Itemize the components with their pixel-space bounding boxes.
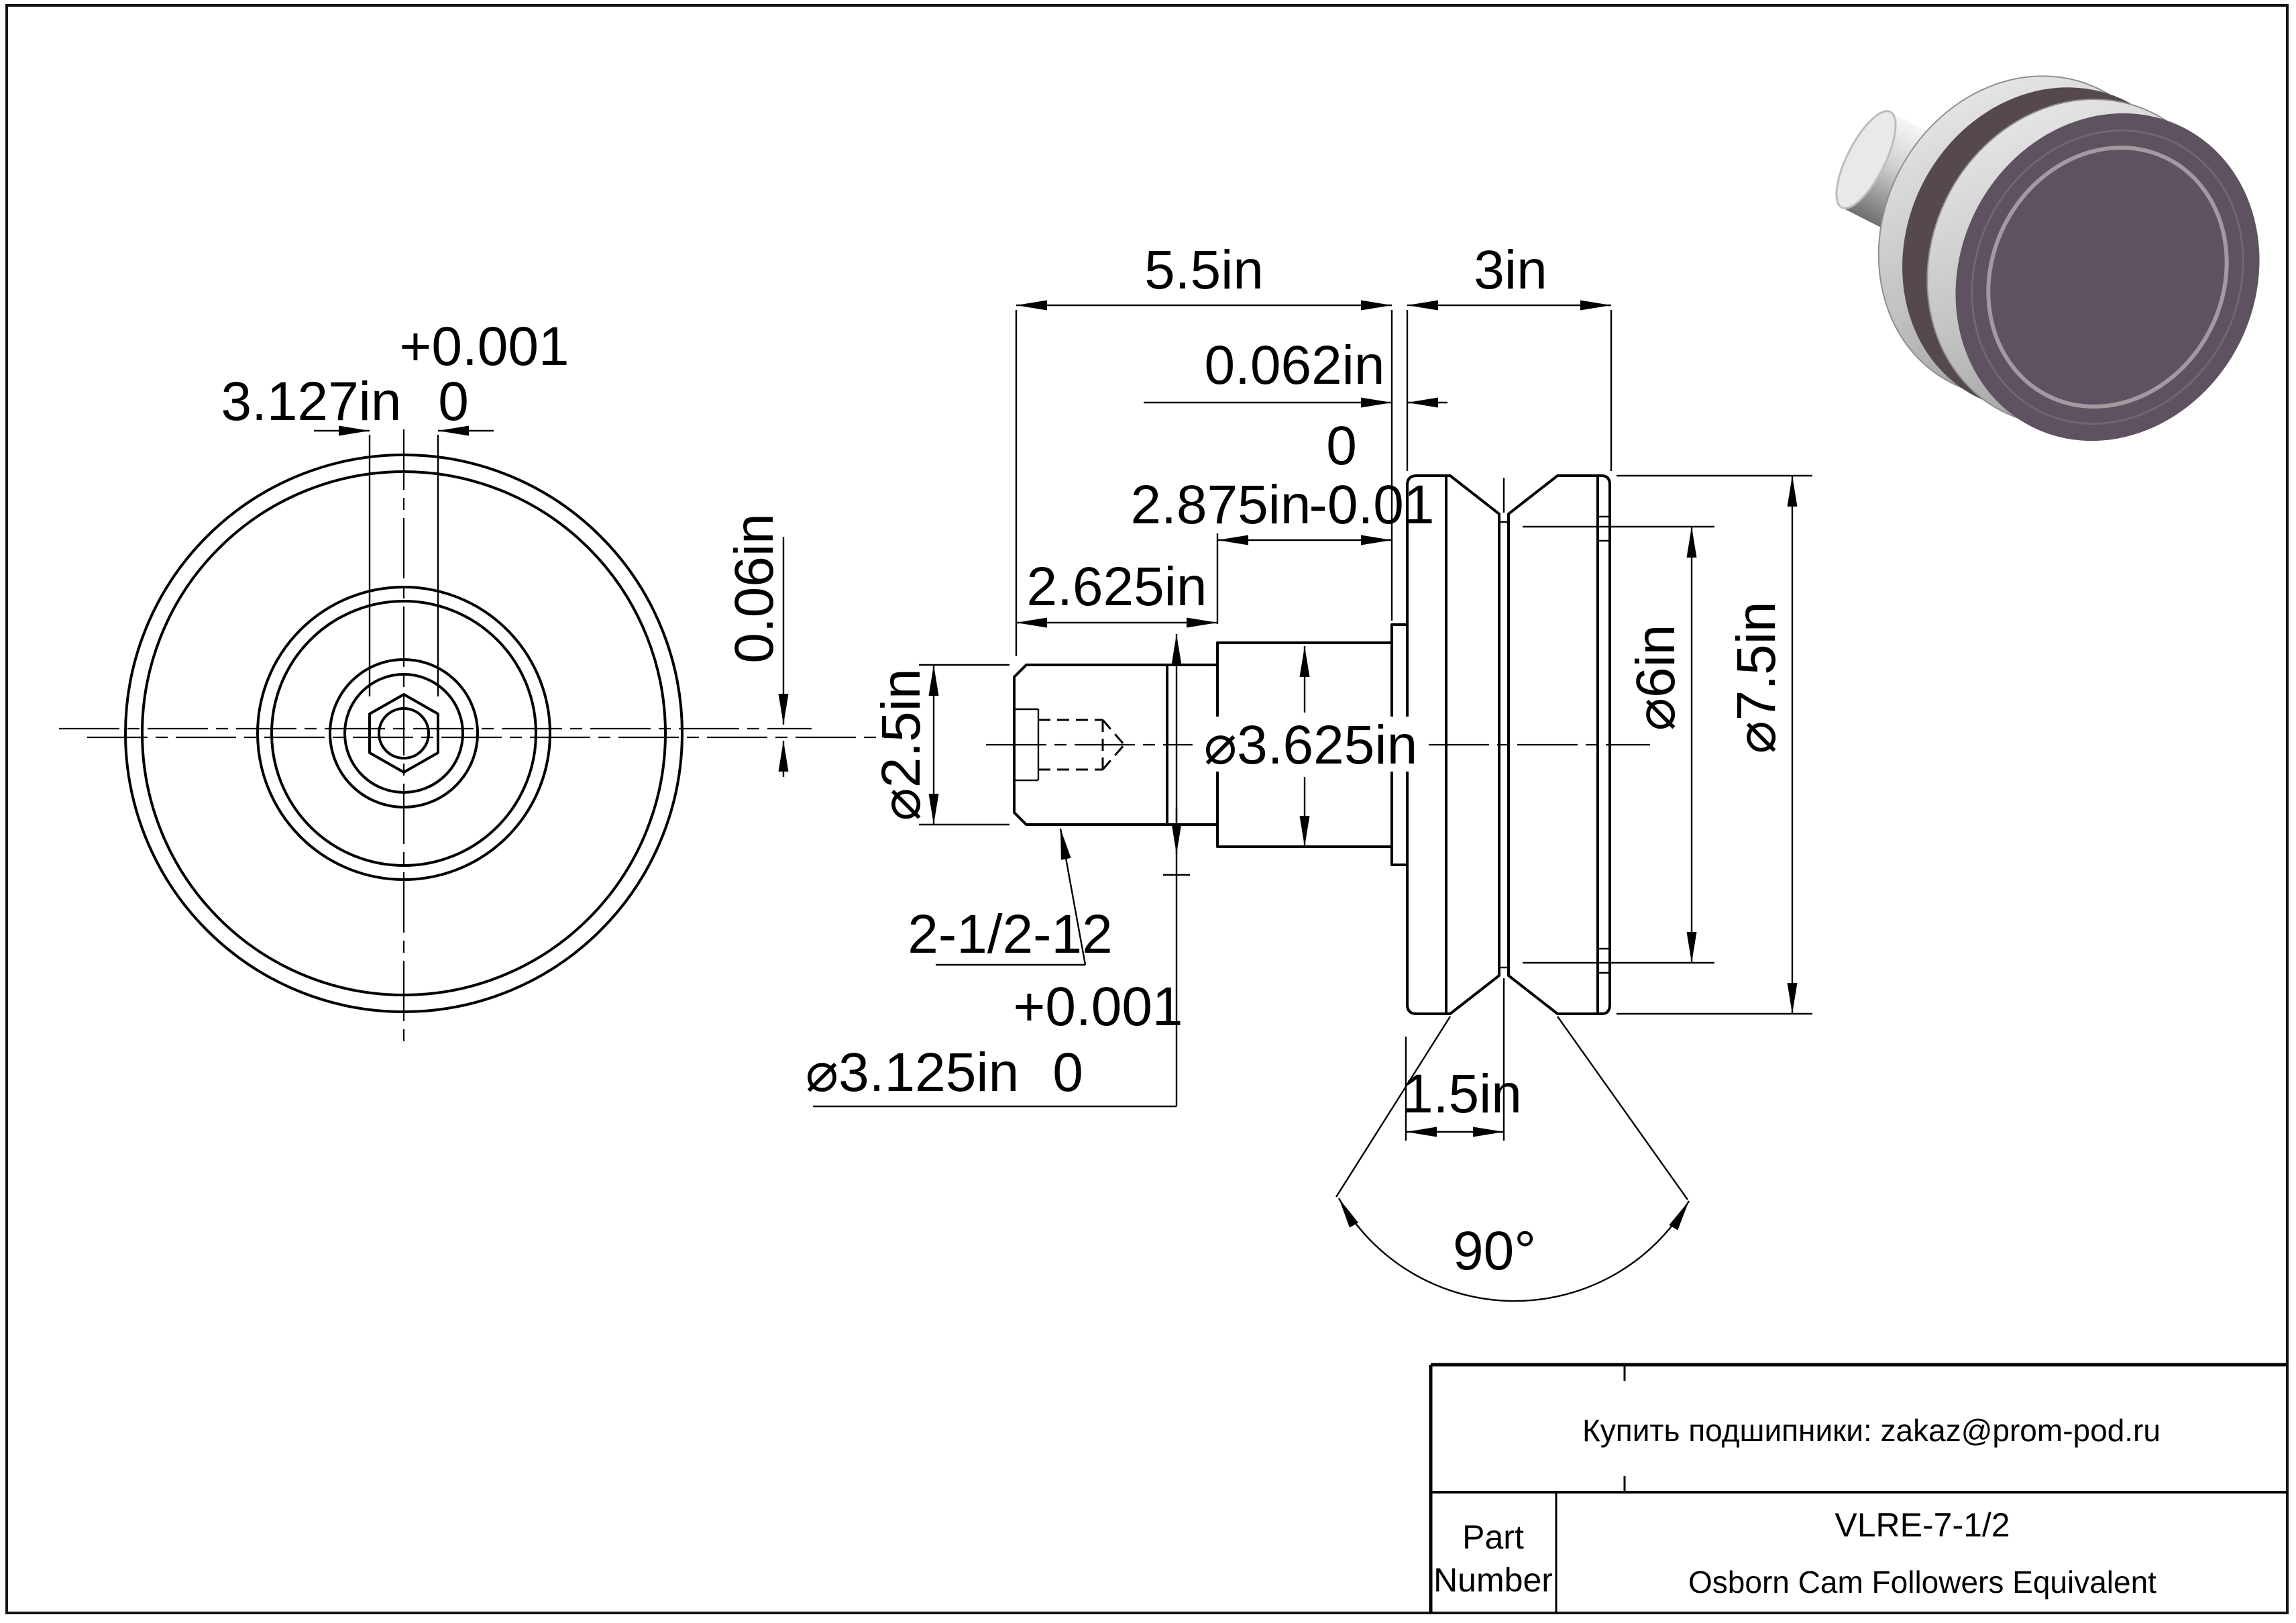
dim-shank-length-label: 2.875in [1130,474,1311,535]
dim-shank-length-tol-upper: 0 [1326,415,1357,476]
dim-collar-od-label: ⌀3.625in [1203,715,1418,776]
dim-overall-length-label: 5.5in [1144,240,1264,301]
dim-bore-width-tol-upper: +0.001 [399,316,569,377]
dim-thread-od-label: ⌀2.5in [871,668,932,821]
dim-shank-length-tol-lower: -0.01 [1309,474,1435,535]
dim-endplate-gap-label: 0.062in [1204,335,1385,396]
dim-pilot-od-tol-lower: 0 [1052,1042,1083,1103]
part-label-line1: Part [1462,1518,1524,1556]
part-description: Osborn Cam Followers Equivalent [1688,1565,2156,1600]
dim-roller-od-label: ⌀7.5in [1726,601,1787,754]
dim-pilot-od-tol-upper: +0.001 [1013,976,1183,1037]
dim-pilot-od-label: ⌀3.125in [805,1042,1020,1103]
vendor-note: Купить подшипники: zakaz@prom-pod.ru [1582,1413,2161,1448]
part-number: VLRE-7-1/2 [1835,1506,2010,1544]
dim-groove-id-label: ⌀6in [1625,624,1686,731]
dim-bore-width-label: 3.127in [221,371,402,432]
dim-thread-length-label: 2.625in [1026,556,1207,617]
dim-groove-center-label: 1.5in [1403,1063,1522,1124]
part-label-line2: Number [1433,1561,1553,1599]
dimension-thread-length [1016,556,1217,623]
dim-axis-offset-label: 0.06in [724,513,785,664]
dim-bore-width-tol-lower: 0 [438,371,469,432]
dim-groove-angle-label: 90° [1452,1220,1537,1281]
thread-callout-label: 2-1/2-12 [908,904,1113,965]
dim-roller-width-label: 3in [1474,240,1547,301]
